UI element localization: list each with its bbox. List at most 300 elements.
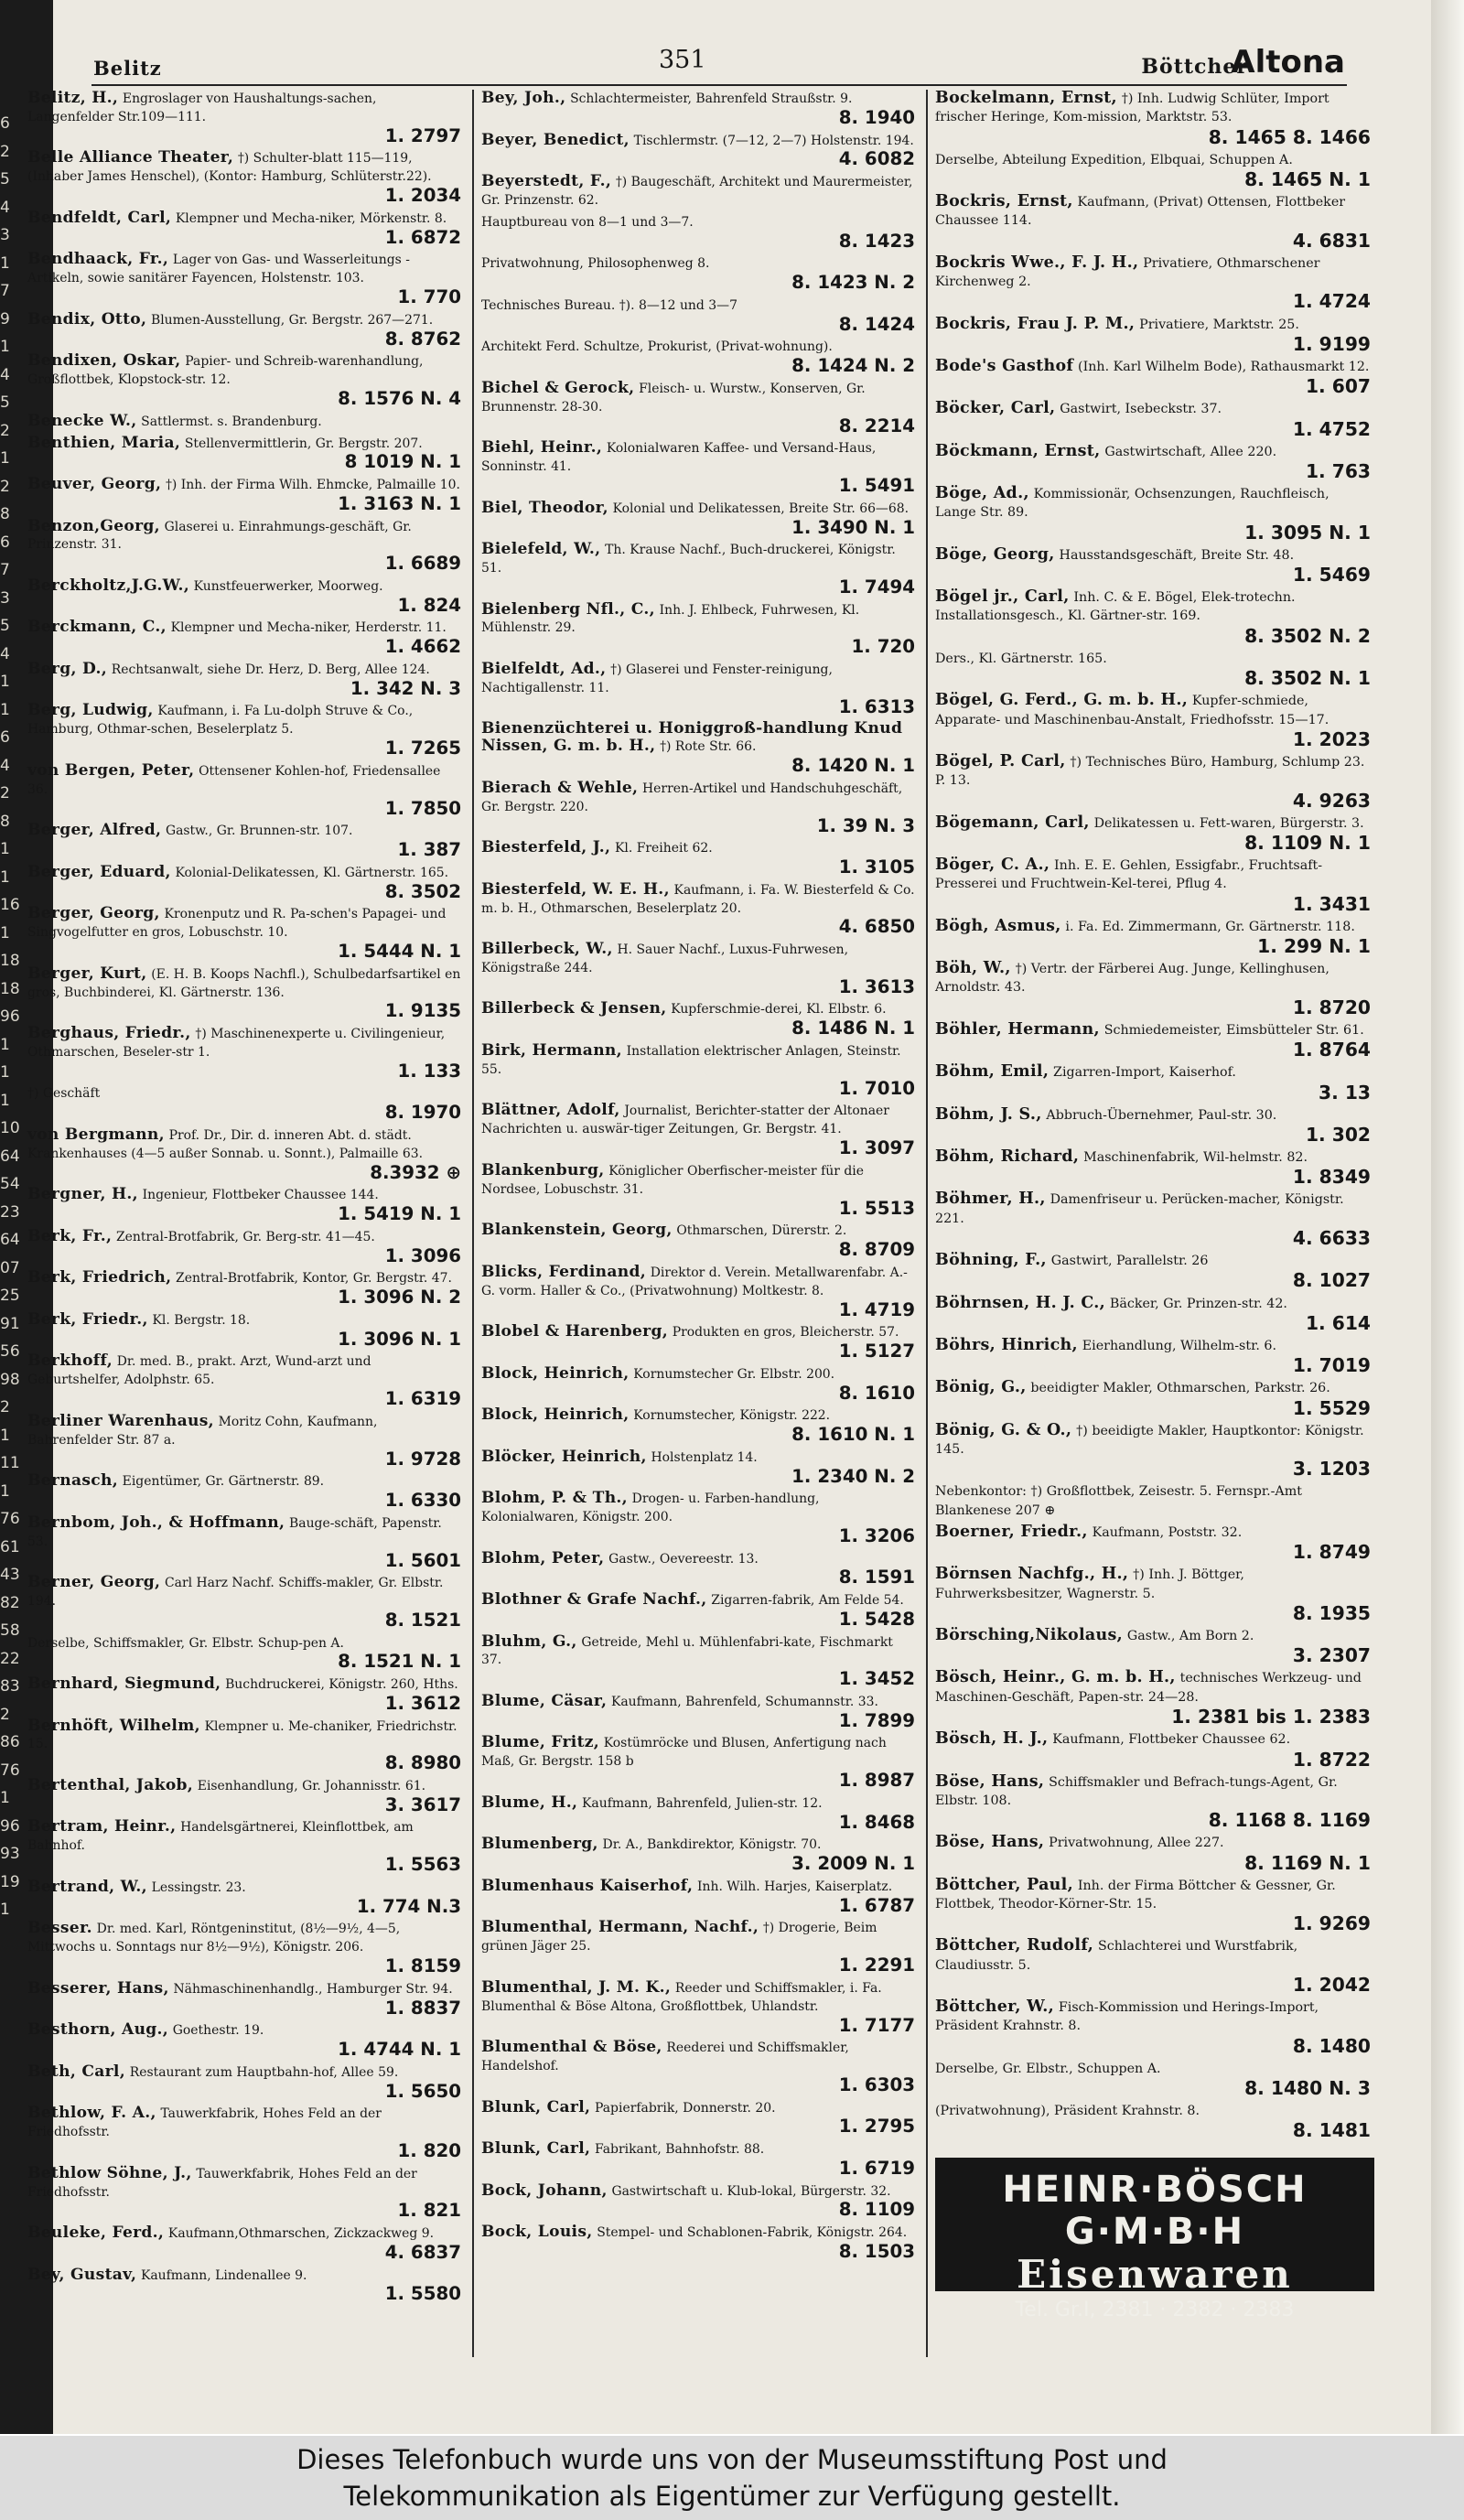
listing-name: Bernhard, Siegmund, bbox=[27, 1675, 221, 1693]
listing-name: Bernbom, Joh., & Hoffmann, bbox=[27, 1513, 285, 1532]
listing-phone-number: 1. 720 bbox=[851, 636, 915, 658]
listing-phone-number: 1. 824 bbox=[397, 594, 461, 616]
edge-fragment: 1 bbox=[0, 700, 10, 719]
listing-description: Kolonial und Delikatessen, Breite Str. 66—68. bbox=[612, 501, 910, 516]
listing-entry bbox=[481, 173, 919, 210]
listing-name: Böttcher, Paul, bbox=[935, 1875, 1074, 1894]
listing-description: Zentral-Brotfabrik, Gr. Berg-str. 41—45. bbox=[115, 1229, 375, 1244]
listing-phone-number: 8. 1940 bbox=[838, 106, 915, 128]
listing-phone-number: 1. 3096 N. 2 bbox=[338, 1287, 461, 1308]
listing-phone-number: 1. 9135 bbox=[384, 1000, 461, 1022]
listing-description: Stempel- und Schablonen-Fabrik, Königstr. 264. bbox=[597, 2225, 908, 2241]
listing-entry bbox=[27, 1269, 465, 1308]
listing-phone-number: 4. 6837 bbox=[384, 2241, 461, 2263]
listing-phone-number: 1. 7899 bbox=[838, 1709, 915, 1731]
listing-description: Eigentümer, Gr. Gärtnerstr. 89. bbox=[122, 1474, 325, 1490]
listing-description: Kolonial-Delikatessen, Kl. Gärtnerstr. 165. bbox=[175, 865, 449, 880]
listing-phone-number: 1. 3612 bbox=[384, 1692, 461, 1714]
listing-entry bbox=[481, 296, 919, 335]
listing-description: Zigarren-Import, Kaiserhof. bbox=[1053, 1065, 1236, 1081]
listing-phone-number: 1. 8837 bbox=[384, 1997, 461, 2019]
listing-phone-number: 8. 1168 8. 1169 bbox=[1208, 1809, 1371, 1832]
listing-entry bbox=[27, 1574, 465, 1630]
listing-entry bbox=[935, 1669, 1374, 1727]
listing-description: Kupfer-schmiede, Apparate- und Maschinenbau-Anstalt, Friedhofsstr. 15—17. bbox=[935, 694, 1329, 727]
listing-description: Klempner und Mecha-niker, Herderstr. 11. bbox=[170, 620, 447, 636]
listing-entry bbox=[935, 1877, 1374, 1934]
listing-name: Blumenthal, J. M. K., bbox=[481, 1977, 672, 1997]
ad-phone: Tel. Gr.I, 2381 · 2382 · 2383 bbox=[1015, 2298, 1295, 2321]
listing-name: Berg, D., bbox=[27, 659, 107, 678]
edge-fragment: 2 bbox=[0, 142, 10, 161]
listing-description: Papierfabrik, Donnerstr. 20. bbox=[595, 2100, 776, 2116]
listing-name: Bethlow Söhne, J., bbox=[27, 2163, 192, 2182]
listing-description: Journalist, Berichter-statter der Altonaer Nachrichten u. auswär-tiger Zeitungen, Gr. Bergstr. 41. bbox=[481, 1104, 889, 1137]
listing-phone-number: 1. 6787 bbox=[838, 1894, 915, 1916]
listing-name: Berk, Friedr., bbox=[27, 1309, 148, 1329]
edge-fragment: 4 bbox=[0, 644, 10, 663]
listing-phone-number: 1. 8159 bbox=[384, 1955, 461, 1977]
listing-phone-number: 8. 1109 N. 1 bbox=[1244, 831, 1371, 854]
listing-phone-number: 8.3932 ⊕ bbox=[370, 1161, 461, 1183]
listing-phone-number: 1. 8749 bbox=[1292, 1541, 1371, 1564]
listing-entry bbox=[27, 1718, 465, 1773]
listing-description: Inh. E. E. Gehlen, Essigfabr., Fruchtsaft-Presserei und Fruchtwein-Kel-terei, Pflug 4. bbox=[935, 858, 1323, 892]
listing-name: Berg, Ludwig, bbox=[27, 701, 154, 720]
listing-description: Fisch-Kommission und Herings-Import, Präsident Krahnstr. 8. bbox=[935, 2000, 1319, 2034]
listing-description: Hauptbureau von 8—1 und 3—7. bbox=[481, 214, 694, 230]
listing-name: Bertram, Heinr., bbox=[27, 1817, 177, 1836]
listing-entry bbox=[481, 90, 919, 128]
listing-description: Kaufmann, i. Fa Lu-dolph Struve & Co., Hamburg, Othmar-schen, Beselerplatz 5. bbox=[27, 704, 414, 738]
edge-fragment: 2 bbox=[0, 784, 10, 802]
edge-fragment: 64 bbox=[0, 1231, 20, 1249]
right-page-edge bbox=[1431, 0, 1464, 2434]
listing-name: Besser. bbox=[27, 1919, 92, 1938]
listing-entry bbox=[935, 443, 1374, 481]
listing-entry bbox=[481, 213, 919, 252]
listing-name: Berger, Kurt, bbox=[27, 964, 147, 983]
listing-name: Blättner, Adolf, bbox=[481, 1101, 620, 1120]
listing-phone-number: 4. 6850 bbox=[838, 916, 915, 938]
edge-fragment: 98 bbox=[0, 1370, 20, 1389]
listing-phone-number: 1. 5513 bbox=[838, 1197, 915, 1219]
edge-fragment: 61 bbox=[0, 1537, 20, 1556]
listing-description: Nähmaschinenhandlg., Hamburger Str. 94. bbox=[173, 1981, 453, 1997]
listing-entry bbox=[481, 881, 919, 937]
listing-entry bbox=[27, 864, 465, 902]
listing-description: Kaufmann, Poststr. 32. bbox=[1092, 1525, 1243, 1540]
listing-entry bbox=[481, 500, 919, 538]
listing-name: Belle Alliance Theater, bbox=[27, 148, 234, 167]
edge-fragment: 22 bbox=[0, 1649, 20, 1668]
header-place: Altona bbox=[1231, 44, 1345, 81]
listing-entry bbox=[27, 1920, 465, 1976]
listing-description: Tauwerkfabrik, Hohes Feld an der Friedhofsstr. bbox=[27, 2106, 382, 2140]
listing-entry bbox=[27, 1352, 465, 1408]
listing-description: Architekt Ferd. Schultze, Prokurist, (Privat-wohnung). bbox=[481, 339, 833, 355]
listing-entry bbox=[481, 338, 919, 376]
listing-name: Börsching,Nikolaus, bbox=[935, 1626, 1124, 1645]
listing-description: Reeder und Schiffsmakler, i. Fa. Blumenthal & Böse Altona, Großflottbek, Uhlandstr. bbox=[481, 1980, 882, 2014]
listing-description: Blumen-Ausstellung, Gr. Bergstr. 267—271. bbox=[150, 312, 434, 328]
edge-fragment: 4 bbox=[0, 365, 10, 384]
listing-phone-number: 8. 8980 bbox=[384, 1752, 461, 1774]
listing-entry bbox=[481, 2140, 919, 2179]
listing-entry bbox=[481, 1878, 919, 1916]
listing-phone-number: 8. 1169 N. 1 bbox=[1244, 1851, 1371, 1874]
edge-fragment: 6 bbox=[0, 533, 10, 552]
listing-name: Blothner & Grafe Nachf., bbox=[481, 1590, 707, 1609]
listing-description: Fabrikant, Bahnhofstr. 88. bbox=[595, 2142, 765, 2158]
listing-name: Biehl, Heinr., bbox=[481, 438, 603, 458]
listing-entry bbox=[27, 1228, 465, 1266]
listing-entry bbox=[27, 619, 465, 657]
listing-name: Blumenthal & Böse, bbox=[481, 2038, 662, 2057]
listing-description: Schmiedemeister, Eimsbütteler Str. 61. bbox=[1103, 1022, 1364, 1038]
listing-description: Delikatessen u. Fett-waren, Bürgerstr. 3. bbox=[1093, 815, 1364, 831]
listing-phone-number: 8. 1486 N. 1 bbox=[791, 1018, 915, 1039]
listing-description: Gastw., Gr. Brunnen-str. 107. bbox=[165, 824, 353, 839]
listing-entry bbox=[27, 1634, 465, 1673]
listing-description: Dr. med. Karl, Röntgeninstitut, (8½—9½, 4—5, Mittwochs u. Sonntags nur 8½—9½), Königstr. 206. bbox=[27, 1922, 401, 1955]
listing-phone-number: 1. 5563 bbox=[384, 1854, 461, 1876]
listing-description: Papier- und Schreib-warenhandlung, Großflottbek, Klopstock-str. 12. bbox=[27, 354, 424, 388]
listing-phone-number: 8. 1610 bbox=[838, 1382, 915, 1404]
listing-phone-number: 1. 8722 bbox=[1292, 1748, 1371, 1771]
edge-fragment: 8 bbox=[0, 505, 10, 523]
listing-name: Beuver, Georg, bbox=[27, 475, 162, 494]
listing-description: beeidigter Makler, Othmarschen, Parkstr. 26. bbox=[1030, 1381, 1330, 1396]
listing-entry bbox=[935, 1252, 1374, 1290]
edge-fragment: 10 bbox=[0, 1119, 20, 1137]
listing-name: Blöcker, Heinrich, bbox=[481, 1447, 647, 1466]
edge-fragment: 1 bbox=[0, 449, 10, 468]
listing-entry bbox=[481, 380, 919, 436]
listing-description: Gastw., Oevereestr. 13. bbox=[608, 1551, 759, 1567]
listing-entry bbox=[27, 702, 465, 758]
listing-name: Böhmer, H., bbox=[935, 1190, 1046, 1209]
listing-entry bbox=[481, 780, 919, 835]
edge-fragment: 7 bbox=[0, 282, 10, 300]
listing-entry bbox=[935, 254, 1374, 312]
listing-phone-number: 8. 3502 bbox=[384, 880, 461, 902]
header-left-catchword: Belitz bbox=[93, 57, 162, 80]
listing-name: Böh, W., bbox=[935, 959, 1011, 978]
listing-description: Buchdruckerei, Königstr. 260, Hths. bbox=[225, 1677, 458, 1692]
listing-name: Besserer, Hans, bbox=[27, 1978, 169, 1998]
listing-entry bbox=[481, 2224, 919, 2262]
listing-entry bbox=[481, 1000, 919, 1039]
listing-description: Lager von Gas- und Wasserleitungs - Artikeln, sowie sanitärer Fayencen, Holstenstr. 103. bbox=[27, 253, 410, 286]
listing-name: Blumenhaus Kaiserhof, bbox=[481, 1876, 694, 1895]
listing-description: Lessingstr. 23. bbox=[151, 1879, 246, 1895]
listing-entry bbox=[27, 476, 465, 514]
edge-fragment: 2 bbox=[0, 1705, 10, 1724]
edge-fragment: 5 bbox=[0, 617, 10, 635]
listing-description: †) beeidigte Makler, Hauptkontor: Königstr. 145. bbox=[935, 1423, 1364, 1457]
listing-entry bbox=[935, 400, 1374, 438]
listing-phone-number: 8. 1481 bbox=[1292, 2119, 1371, 2142]
listing-name: Böse, Hans, bbox=[935, 1833, 1045, 1852]
listing-description: Kaufmann, Bahrenfeld, Julien-str. 12. bbox=[582, 1795, 823, 1811]
listing-description: Schiffsmakler und Befrach-tungs-Agent, Gr. Elbstr. 108. bbox=[935, 1774, 1338, 1808]
listing-entry bbox=[27, 413, 465, 431]
listing-description: Handelsgärtnerei, Kleinflottbek, am Bahnhof. bbox=[27, 1820, 414, 1854]
edge-fragment: 96 bbox=[0, 1816, 20, 1836]
listing-entry bbox=[481, 839, 919, 878]
listing-name: Böhrnsen, H. J. C., bbox=[935, 1293, 1106, 1312]
edge-fragment: 07 bbox=[0, 1258, 20, 1277]
listing-description: Reederei und Schiffsmakler, Handelshof. bbox=[481, 2041, 849, 2074]
listing-entry bbox=[27, 1472, 465, 1511]
listing-phone-number: 1. 9269 bbox=[1292, 1912, 1371, 1935]
listing-entry bbox=[935, 1482, 1374, 1520]
listing-description: Goethestr. 19. bbox=[172, 2023, 264, 2039]
listing-phone-number: 8. 3502 N. 2 bbox=[1244, 624, 1371, 647]
listing-phone-number: 1. 820 bbox=[397, 2140, 461, 2162]
listing-entry bbox=[27, 2021, 465, 2060]
listing-phone-number: 8. 1420 N. 1 bbox=[791, 755, 915, 777]
listing-name: Block, Heinrich, bbox=[481, 1363, 630, 1383]
listing-phone-number: 1. 3096 bbox=[384, 1244, 461, 1266]
page-header bbox=[92, 35, 1347, 86]
listing-description: Inh. der Firma Böttcher & Gessner, Gr. Flottbek, Theodor-Körner-Str. 15. bbox=[935, 1878, 1336, 1912]
listing-description: †) Baugeschäft, Architekt und Maurermeister, Gr. Prinzenstr. 62. bbox=[481, 175, 913, 208]
listing-name: Böcker, Carl, bbox=[935, 399, 1056, 418]
listing-description: Ders., Kl. Gärtnerstr. 165. bbox=[935, 651, 1107, 666]
listing-phone-number: 3. 2307 bbox=[1292, 1644, 1371, 1667]
listing-name: Bernhöft, Wilhelm, bbox=[27, 1716, 200, 1735]
listing-name: Bockris, Frau J. P. M., bbox=[935, 314, 1136, 333]
advertisement bbox=[935, 2158, 1374, 2321]
listing-entry bbox=[481, 1264, 919, 1319]
listing-description: Derselbe, Abteilung Expedition, Elbquai, Schuppen A. bbox=[935, 152, 1293, 167]
listing-phone-number: 1. 5580 bbox=[384, 2283, 461, 2305]
listing-entry bbox=[481, 1633, 919, 1689]
listing-description: Dr. med. B., prakt. Arzt, Wund-arzt und Geburtshelfer, Adolphstr. 65. bbox=[27, 1354, 371, 1388]
listing-phone-number: 1. 2795 bbox=[838, 2116, 915, 2138]
edge-fragment: 11 bbox=[0, 1454, 20, 1472]
listing-description: Drogen- u. Farben-handlung, Kolonialwaren, Königstr. 200. bbox=[481, 1492, 820, 1524]
listing-entry bbox=[935, 960, 1374, 1018]
listing-description: Bauge-schäft, Papenstr. 53. bbox=[27, 1515, 442, 1549]
listing-description: †) Rote Str. 66. bbox=[660, 739, 757, 755]
listing-name: Bönig, G. & O., bbox=[935, 1420, 1072, 1439]
listing-entry bbox=[481, 941, 919, 996]
edge-fragment: 6 bbox=[0, 114, 10, 133]
listing-description: Fleisch- u. Wurstw., Konserven, Gr. Brunnenstr. 28-30. bbox=[481, 381, 866, 415]
listing-name: Birk, Hermann, bbox=[481, 1040, 622, 1060]
listing-phone-number: 1. 607 bbox=[1305, 375, 1371, 398]
listing-name: Böge, Georg, bbox=[935, 544, 1055, 564]
listing-description: Ottensener Kohlen-hof, Friedensallee 36. bbox=[27, 763, 441, 797]
listing-description: †) Technisches Büro, Hamburg, Schlump 23. P. 13. bbox=[935, 754, 1365, 789]
listing-name: Bendix, Otto, bbox=[27, 309, 147, 328]
listing-entry bbox=[27, 1879, 465, 1917]
edge-fragment: 5 bbox=[0, 393, 10, 412]
listing-name: Bönig, G., bbox=[935, 1378, 1027, 1397]
listing-description: (Privatwohnung), Präsident Krahnstr. 8. bbox=[935, 2104, 1200, 2119]
edge-fragment: 91 bbox=[0, 1314, 20, 1333]
listing-name: Bey, Gustav, bbox=[27, 2265, 137, 2284]
listing-phone-number: 1. 2291 bbox=[838, 1955, 915, 1976]
listing-entry bbox=[27, 149, 465, 205]
listing-description: Direktor d. Verein. Metallwarenfabr. A.-G. vorm. Haller & Co., (Privatwohnung) Moltkestr. 8. bbox=[481, 1265, 908, 1298]
listing-entry bbox=[27, 905, 465, 961]
listing-description: Kl. Freiheit 62. bbox=[614, 841, 713, 856]
listing-name: Benecke W., bbox=[27, 411, 137, 430]
listing-entry bbox=[481, 1919, 919, 1975]
listing-entry bbox=[27, 1311, 465, 1350]
listing-description: Hausstandsgeschäft, Breite Str. 48. bbox=[1059, 547, 1295, 563]
listing-name: Besthorn, Aug., bbox=[27, 2020, 169, 2040]
archive-footer bbox=[0, 2436, 1464, 2520]
listing-description: Produkten en gros, Bleicherstr. 57. bbox=[672, 1325, 899, 1341]
listing-phone-number: 1. 7850 bbox=[384, 797, 461, 819]
listing-phone-number: 1. 342 N. 3 bbox=[350, 677, 461, 699]
listing-description: Kostümröcke und Blusen, Anfertigung nach Maß, Gr. Bergstr. 158 b bbox=[481, 1736, 887, 1770]
listing-name: Berkhoff, bbox=[27, 1352, 113, 1371]
listing-phone-number: 1. 5529 bbox=[1292, 1396, 1371, 1419]
listing-name: Blumenthal, Hermann, Nachf., bbox=[481, 1918, 759, 1937]
edge-fragment: 4 bbox=[0, 756, 10, 775]
listing-phone-number: 1. 5491 bbox=[838, 475, 915, 497]
listing-name: Benthien, Maria, bbox=[27, 433, 181, 452]
listing-name: von Bergmann, bbox=[27, 1125, 165, 1144]
listing-entry bbox=[935, 1773, 1374, 1831]
listing-description: Herren-Artikel und Handschuhgeschäft, Gr. Bergstr. 220. bbox=[481, 781, 903, 814]
listing-entry bbox=[935, 814, 1374, 853]
listing-entry bbox=[27, 1084, 465, 1123]
listing-description: Kaufmann,Othmarschen, Zickzackweg 9. bbox=[167, 2226, 435, 2242]
listing-name: Berckholtz,J.G.W., bbox=[27, 576, 189, 595]
column-3-entries bbox=[935, 90, 1374, 2141]
listing-description: Technisches Bureau. †). 8—12 und 3—7 bbox=[481, 297, 737, 313]
listing-description: Ingenieur, Flottbeker Chaussee 144. bbox=[142, 1188, 379, 1203]
listing-entry bbox=[27, 1126, 465, 1182]
edge-fragment: 1 bbox=[0, 840, 10, 858]
listing-name: Bendhaack, Fr., bbox=[27, 250, 169, 269]
edge-fragment: 76 bbox=[0, 1510, 20, 1528]
edge-fragment: 5 bbox=[0, 170, 10, 188]
listing-entry bbox=[27, 311, 465, 350]
listing-name: Blobel & Harenberg, bbox=[481, 1322, 668, 1341]
listing-name: Bienenzüchterei u. Honiggroß-handlung Knud Nissen, G. m. b. H., bbox=[481, 719, 903, 756]
listing-name: Blumenberg, bbox=[481, 1835, 598, 1854]
listing-name: Böhler, Hermann, bbox=[935, 1019, 1100, 1039]
listing-phone-number: 1. 2797 bbox=[384, 124, 461, 146]
listing-entry bbox=[481, 720, 919, 775]
listing-phone-number: 1. 2042 bbox=[1292, 1974, 1371, 1996]
listing-phone-number: 8. 8762 bbox=[384, 328, 461, 350]
listing-phone-number: 1. 2034 bbox=[384, 185, 461, 207]
listing-description: Gastwirt, Isebeckstr. 37. bbox=[1060, 402, 1222, 417]
page-number: 351 bbox=[659, 46, 706, 74]
listing-entry bbox=[481, 1042, 919, 1098]
listing-phone-number: 8. 1591 bbox=[838, 1567, 915, 1588]
listing-name: Berger, Georg, bbox=[27, 904, 160, 923]
listing-entry bbox=[935, 1106, 1374, 1145]
listing-phone-number: 1. 302 bbox=[1305, 1123, 1371, 1146]
listing-name: Böhrs, Hinrich, bbox=[935, 1335, 1078, 1354]
listing-phone-number: 8. 1480 bbox=[1292, 2034, 1371, 2057]
listing-description: Restaurant zum Hauptbahn-hof, Allee 59. bbox=[129, 2064, 399, 2080]
listing-name: Bögel, P. Carl, bbox=[935, 751, 1066, 770]
listing-name: Bode's Gasthof bbox=[935, 356, 1074, 375]
listing-name: von Bergen, Peter, bbox=[27, 760, 195, 780]
listing-entry bbox=[935, 1730, 1374, 1769]
listing-entry bbox=[27, 965, 465, 1021]
listing-entry bbox=[935, 1937, 1374, 1995]
listing-phone-number: 1. 3095 N. 1 bbox=[1244, 521, 1371, 544]
listing-description: Derselbe, Gr. Elbstr., Schuppen A. bbox=[935, 2061, 1161, 2076]
listing-phone-number: 8. 1027 bbox=[1292, 1269, 1371, 1292]
listing-description: Moritz Cohn, Kaufmann, Bahrenfelder Str. 87 a. bbox=[27, 1414, 378, 1448]
listing-phone-number: 1. 4752 bbox=[1292, 417, 1371, 440]
listing-name: Bögh, Asmus, bbox=[935, 916, 1061, 935]
listing-name: Böckmann, Ernst, bbox=[935, 441, 1101, 460]
listing-entry bbox=[27, 352, 465, 408]
ad-company-name: HEINR·BÖSCH G·M·B·H bbox=[1002, 2168, 1308, 2253]
listing-name: Bock, Johann, bbox=[481, 2181, 608, 2200]
edge-fragment: 43 bbox=[0, 1566, 20, 1584]
edge-fragment: 76 bbox=[0, 1761, 20, 1780]
edge-fragment: 2 bbox=[0, 1398, 10, 1416]
listing-entry bbox=[935, 1524, 1374, 1562]
listing-phone-number: 1. 6689 bbox=[384, 553, 461, 575]
listing-entry bbox=[481, 1591, 919, 1630]
listing-description: Kolonialwaren Kaffee- und Versand-Haus, Sonninstr. 41. bbox=[481, 441, 877, 475]
listing-entry bbox=[481, 1550, 919, 1588]
listing-entry bbox=[481, 1448, 919, 1487]
listing-phone-number: 1. 387 bbox=[397, 839, 461, 861]
listing-description: Damenfriseur u. Perücken-macher, Königstr. 221. bbox=[935, 1192, 1344, 1226]
listing-entry bbox=[935, 918, 1374, 956]
edge-fragment: 82 bbox=[0, 1593, 20, 1612]
listing-name: Blume, Fritz, bbox=[481, 1733, 600, 1752]
listing-entry bbox=[935, 692, 1374, 749]
listing-entry bbox=[935, 588, 1374, 646]
listing-phone-number: 8. 1423 N. 2 bbox=[791, 272, 915, 294]
listing-phone-number: 1. 5428 bbox=[838, 1608, 915, 1630]
listing-entry bbox=[481, 1102, 919, 1158]
edge-fragment: 83 bbox=[0, 1677, 20, 1696]
listing-phone-number: 1. 3163 N. 1 bbox=[338, 492, 461, 514]
listing-phone-number: 8. 1521 bbox=[384, 1609, 461, 1631]
listing-description: Carl Harz Nachf. Schiffs-makler, Gr. Elbstr. 194. bbox=[27, 1576, 444, 1609]
listing-description: Abbruch-Übernehmer, Paul-str. 30. bbox=[1046, 1107, 1277, 1123]
listing-entry bbox=[27, 1818, 465, 1874]
listing-name: Bock, Louis, bbox=[481, 2223, 593, 2242]
listing-entry bbox=[935, 1021, 1374, 1060]
listing-description: Kornumstecher Gr. Elbstr. 200. bbox=[633, 1366, 835, 1382]
listing-description: Kl. Bergstr. 18. bbox=[152, 1312, 251, 1328]
listing-description: †) Geschäft bbox=[27, 1086, 101, 1102]
listing-entry bbox=[27, 1777, 465, 1815]
listing-phone-number: 1. 774 N.3 bbox=[356, 1895, 461, 1917]
listing-phone-number: 4. 6082 bbox=[838, 148, 915, 170]
listing-phone-number: 1. 39 N. 3 bbox=[816, 814, 915, 836]
edge-fragment: 8 bbox=[0, 812, 10, 831]
listing-description: Kaufmann, Lindenallee 9. bbox=[140, 2267, 307, 2283]
listing-entry bbox=[27, 1413, 465, 1469]
listing-entry bbox=[935, 1566, 1374, 1623]
listing-description: Klempner und Mecha-niker, Mörkenstr. 8. bbox=[175, 210, 447, 226]
listing-description: Kaufmann, i. Fa. W. Biesterfeld & Co. m. b. H., Othmarschen, Beselerplatz 20. bbox=[481, 882, 915, 916]
listing-phone-number: 1. 614 bbox=[1305, 1311, 1371, 1334]
listing-name: Böger, C. A., bbox=[935, 856, 1050, 875]
